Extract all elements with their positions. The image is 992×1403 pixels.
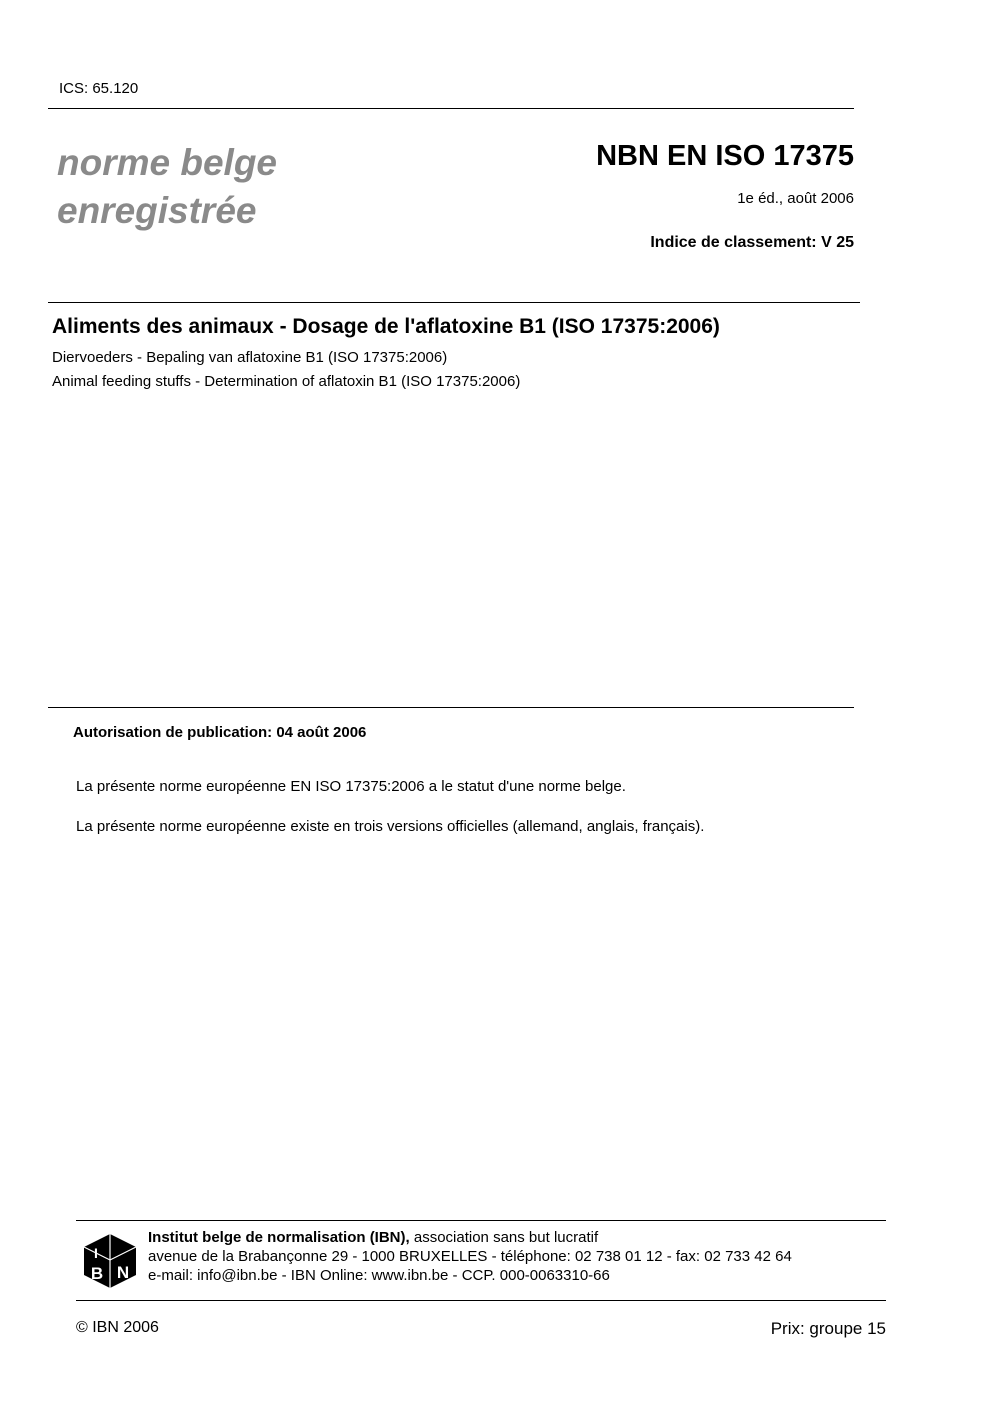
svg-text:B: B — [90, 1264, 104, 1283]
publication-divider — [48, 707, 854, 708]
svg-text:N: N — [116, 1263, 130, 1282]
footer-top-divider — [76, 1220, 886, 1221]
versions-paragraph: La présente norme européenne existe en trois versions officielles (allemand, anglais, français). — [76, 818, 705, 835]
status-line-1: norme belge — [57, 142, 277, 183]
ibn-logo-icon — [82, 1232, 138, 1290]
institute-address: avenue de la Brabançonne 29 - 1000 BRUXELLES - téléphone: 02 738 01 12 - fax: 02 733 42 64 — [148, 1248, 792, 1265]
institute-name: Institut belge de normalisation (IBN), — [148, 1229, 410, 1246]
publication-authorization: Autorisation de publication: 04 août 2006 — [73, 724, 367, 741]
copyright: © IBN 2006 — [76, 1319, 159, 1336]
title-french: Aliments des animaux - Dosage de l'aflatoxine B1 (ISO 17375:2006) — [52, 315, 720, 338]
institute-description: association sans but lucratif — [413, 1229, 599, 1246]
institute-contact: e-mail: info@ibn.be - IBN Online: www.ibn.be - CCP. 000-0063310-66 — [148, 1267, 610, 1284]
title-english: Animal feeding stuffs - Determination of aflatoxin B1 (ISO 17375:2006) — [52, 373, 521, 390]
classification-index: Indice de classement: V 25 — [650, 234, 854, 251]
edition-date: 1e éd., août 2006 — [737, 190, 854, 207]
status-paragraph: La présente norme européenne EN ISO 17375:2006 a le statut d'une norme belge. — [76, 778, 626, 795]
title-dutch: Diervoeders - Bepaling van aflatoxine B1 (ISO 17375:2006) — [52, 349, 448, 366]
institute-line — [148, 1229, 598, 1246]
document-number: NBN EN ISO 17375 — [596, 140, 854, 172]
header-divider — [48, 108, 854, 109]
price-group: Prix: groupe 15 — [770, 1319, 886, 1338]
status-line-2: enregistrée — [57, 190, 257, 231]
svg-text:I: I — [94, 1245, 98, 1261]
ics-code: ICS: 65.120 — [59, 80, 139, 97]
footer-bottom-divider — [76, 1300, 886, 1301]
title-divider — [48, 302, 860, 303]
